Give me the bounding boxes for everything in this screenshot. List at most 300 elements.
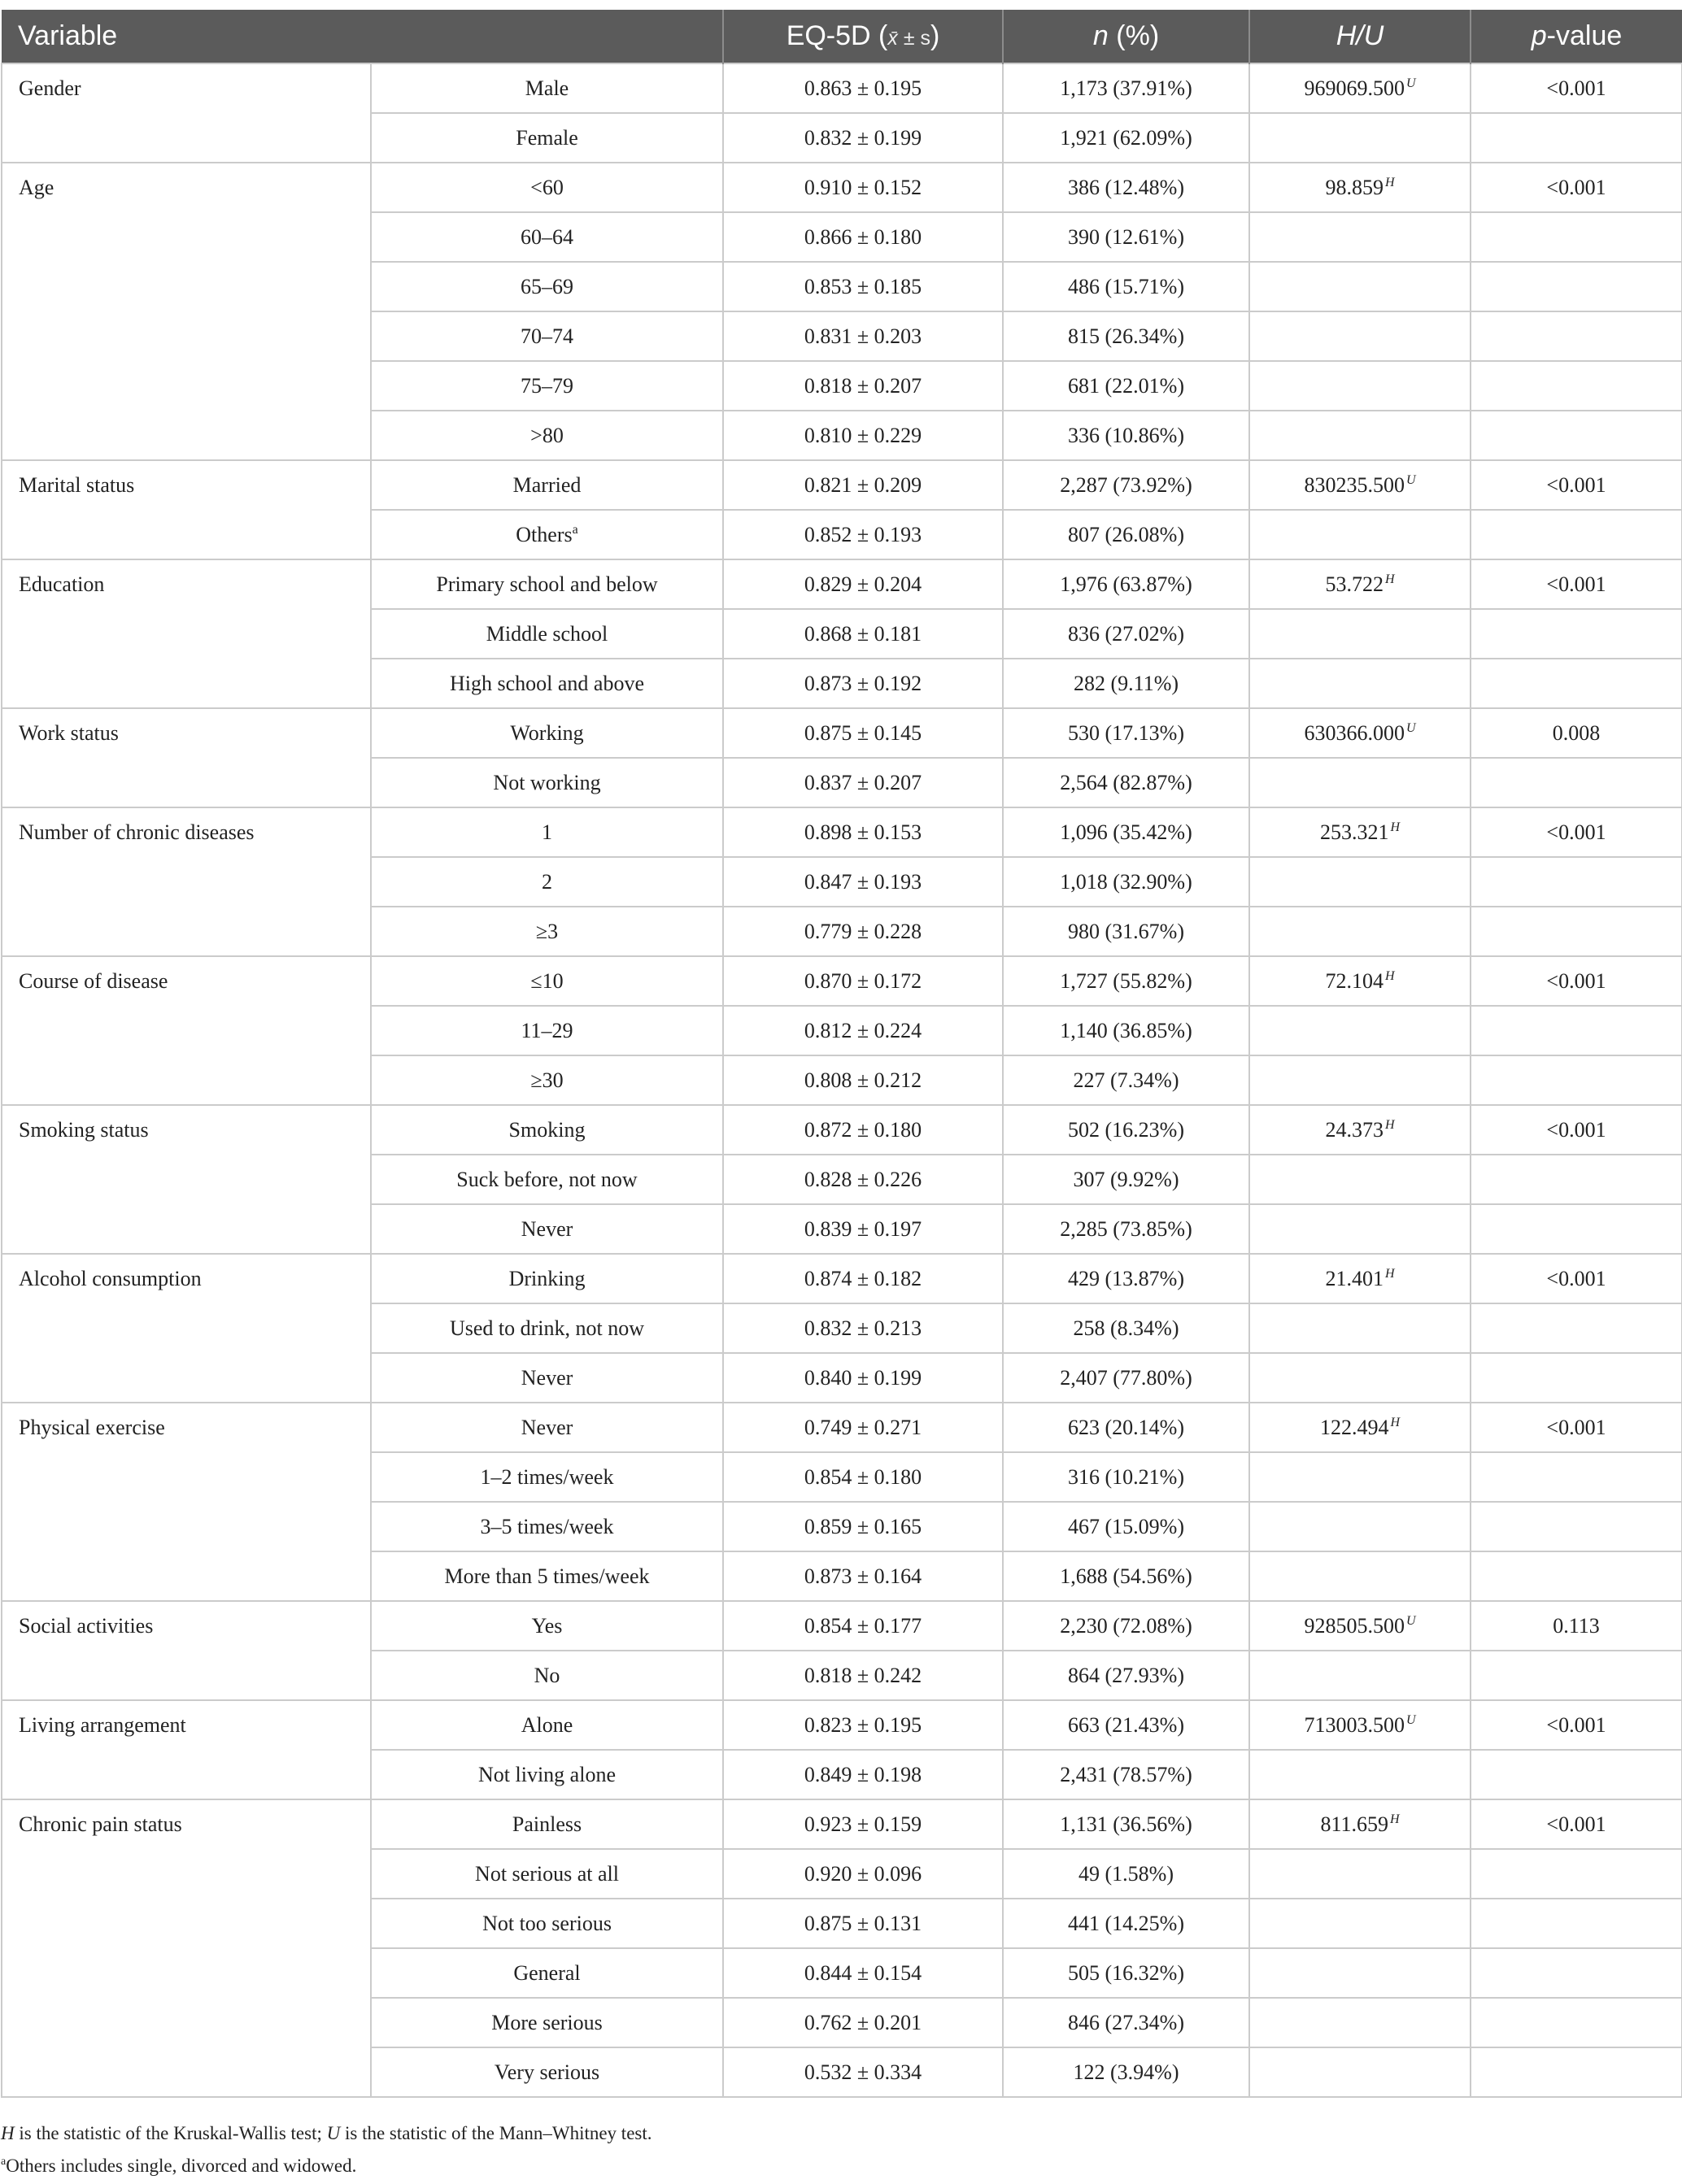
eq5d-value: 0.818 ± 0.242 — [804, 1664, 922, 1687]
n-percent-value: 980 (31.67%) — [1068, 920, 1184, 943]
eq5d-cell — [723, 609, 1003, 659]
eq5d-value: 0.920 ± 0.096 — [804, 1862, 922, 1886]
footnote-h-symbol: H — [1, 2123, 15, 2143]
p-value-cell — [1471, 758, 1682, 807]
n-percent-cell — [1003, 1998, 1249, 2047]
header-h-u — [1249, 10, 1471, 63]
eq5d-value: 0.872 ± 0.180 — [804, 1118, 922, 1142]
eq5d-value: 0.840 ± 0.199 — [804, 1366, 922, 1390]
eq5d-value: 0.532 ± 0.334 — [804, 2060, 922, 2084]
category-label: Male — [525, 76, 569, 100]
table-row — [2, 956, 1682, 1006]
category-cell — [371, 212, 723, 262]
table-row — [2, 63, 1682, 113]
statistic-type: H — [1384, 1267, 1395, 1281]
statistic-type: U — [1405, 721, 1416, 735]
category-label: Not working — [493, 771, 601, 794]
n-percent-value: 502 (16.23%) — [1068, 1118, 1184, 1142]
n-percent-cell — [1003, 2047, 1249, 2097]
eq5d-cell — [723, 956, 1003, 1006]
footnote-statistics — [1, 2117, 1676, 2150]
eq5d-cell — [723, 113, 1003, 163]
eq5d-value: 0.874 ± 0.182 — [804, 1267, 922, 1290]
eq5d-value: 0.844 ± 0.154 — [804, 1961, 922, 1985]
category-cell — [371, 2047, 723, 2097]
eq5d-cell — [723, 212, 1003, 262]
eq5d-cell — [723, 163, 1003, 212]
category-cell — [371, 559, 723, 609]
category-label: Others — [516, 523, 573, 546]
eq5d-cell — [723, 1799, 1003, 1849]
eq5d-cell — [723, 1006, 1003, 1055]
statistic-cell — [1249, 907, 1471, 956]
category-cell — [371, 1700, 723, 1750]
statistic-cell — [1249, 1452, 1471, 1502]
footnote-marker: a — [572, 523, 578, 537]
header-row — [2, 10, 1682, 63]
footnote-u-text: is the statistic of the Mann–Whitney test. — [340, 2123, 652, 2143]
p-value-cell — [1471, 1651, 1682, 1700]
n-percent-cell — [1003, 609, 1249, 659]
category-cell — [371, 857, 723, 907]
statistic-cell — [1249, 1006, 1471, 1055]
category-label: High school and above — [450, 672, 645, 695]
category-cell — [371, 1055, 723, 1105]
eq5d-cell — [723, 559, 1003, 609]
eq5d-value: 0.854 ± 0.177 — [804, 1614, 922, 1638]
header-n-symbol: n — [1092, 20, 1109, 51]
statistic-cell — [1249, 510, 1471, 559]
n-percent-value: 1,921 (62.09%) — [1060, 126, 1192, 150]
eq5d-cell — [723, 1254, 1003, 1303]
p-value-cell — [1471, 113, 1682, 163]
statistic-cell — [1249, 361, 1471, 411]
footnote-u-symbol: U — [326, 2123, 341, 2143]
n-percent-value: 227 (7.34%) — [1073, 1068, 1179, 1092]
variable-cell: Smoking status — [2, 1105, 371, 1254]
n-percent-cell — [1003, 1254, 1249, 1303]
eq5d-value: 0.749 ± 0.271 — [804, 1416, 922, 1439]
eq5d-cell — [723, 1204, 1003, 1254]
p-value-cell — [1471, 1155, 1682, 1204]
category-label: ≤10 — [530, 969, 564, 993]
eq5d-value: 0.828 ± 0.226 — [804, 1168, 922, 1191]
eq5d-cell — [723, 311, 1003, 361]
footnote-h-text: is the statistic of the Kruskal-Wallis test; — [14, 2123, 327, 2143]
n-percent-cell — [1003, 1006, 1249, 1055]
statistic-cell — [1249, 1055, 1471, 1105]
statistic-cell — [1249, 1750, 1471, 1799]
category-cell — [371, 758, 723, 807]
statistic-value: 72.104 — [1325, 969, 1384, 993]
n-percent-cell — [1003, 559, 1249, 609]
variable-cell: Marital status — [2, 460, 371, 559]
category-label: Never — [521, 1416, 573, 1439]
statistic-cell — [1249, 1105, 1471, 1155]
statistic-value: 713003.500 — [1304, 1713, 1405, 1737]
category-cell — [371, 659, 723, 708]
category-label: Smoking — [508, 1118, 586, 1142]
p-value-cell — [1471, 1105, 1682, 1155]
category-cell — [371, 460, 723, 510]
n-percent-value: 623 (20.14%) — [1068, 1416, 1184, 1439]
table-row — [2, 708, 1682, 758]
statistic-type: U — [1405, 1713, 1416, 1727]
statistic-cell — [1249, 113, 1471, 163]
statistic-cell — [1249, 1998, 1471, 2047]
table-row — [2, 1700, 1682, 1750]
variable-cell: Alcohol consumption — [2, 1254, 371, 1403]
category-label: Not serious at all — [475, 1862, 619, 1886]
category-label: Never — [521, 1366, 573, 1390]
n-percent-value: 663 (21.43%) — [1068, 1713, 1184, 1737]
eq5d-value: 0.875 ± 0.131 — [804, 1912, 922, 1935]
eq5d-value: 0.831 ± 0.203 — [804, 324, 922, 348]
category-cell — [371, 907, 723, 956]
category-label: Female — [516, 126, 578, 150]
n-percent-cell — [1003, 262, 1249, 311]
p-value-cell — [1471, 411, 1682, 460]
category-label: 11–29 — [521, 1019, 573, 1042]
statistic-cell — [1249, 807, 1471, 857]
statistic-cell — [1249, 2047, 1471, 2097]
p-value: <0.001 — [1546, 76, 1606, 100]
category-cell — [371, 1899, 723, 1948]
category-label: 75–79 — [521, 374, 573, 398]
p-value-cell — [1471, 1998, 1682, 2047]
category-cell — [371, 1303, 723, 1353]
footnote-others — [1, 2150, 1676, 2182]
category-label: <60 — [530, 176, 564, 199]
n-percent-cell — [1003, 1105, 1249, 1155]
eq5d-value: 0.847 ± 0.193 — [804, 870, 922, 894]
eq5d-cell — [723, 1551, 1003, 1601]
category-label: >80 — [530, 424, 564, 447]
statistic-value: 630366.000 — [1304, 721, 1405, 745]
p-value-cell — [1471, 1403, 1682, 1452]
statistic-cell — [1249, 708, 1471, 758]
p-value: 0.113 — [1553, 1614, 1600, 1638]
statistic-cell — [1249, 1601, 1471, 1651]
p-value-cell — [1471, 361, 1682, 411]
p-value-cell — [1471, 1849, 1682, 1899]
eq5d-value: 0.853 ± 0.185 — [804, 275, 922, 298]
category-cell — [371, 609, 723, 659]
category-label: Not living alone — [478, 1763, 616, 1786]
category-label: No — [534, 1664, 560, 1687]
n-percent-cell — [1003, 1452, 1249, 1502]
category-cell — [371, 807, 723, 857]
p-value-cell — [1471, 1799, 1682, 1849]
eq5d-cell — [723, 1750, 1003, 1799]
n-percent-value: 307 (9.92%) — [1073, 1168, 1179, 1191]
n-percent-cell — [1003, 1204, 1249, 1254]
statistic-cell — [1249, 262, 1471, 311]
n-percent-cell — [1003, 1700, 1249, 1750]
eq5d-value: 0.859 ± 0.165 — [804, 1515, 922, 1538]
category-label: Primary school and below — [436, 572, 658, 596]
category-label: Married — [512, 473, 582, 497]
eq5d-cell — [723, 708, 1003, 758]
statistic-type: H — [1384, 1118, 1395, 1132]
p-value: <0.001 — [1546, 969, 1606, 993]
p-value-cell — [1471, 212, 1682, 262]
eq5d-cell — [723, 361, 1003, 411]
n-percent-value: 1,727 (55.82%) — [1060, 969, 1192, 993]
category-cell — [371, 1551, 723, 1601]
n-percent-value: 864 (27.93%) — [1068, 1664, 1184, 1687]
category-label: 65–69 — [521, 275, 573, 298]
n-percent-cell — [1003, 113, 1249, 163]
statistic-cell — [1249, 1948, 1471, 1998]
category-cell — [371, 510, 723, 559]
statistic-cell — [1249, 311, 1471, 361]
category-label: General — [513, 1961, 581, 1985]
p-value-cell — [1471, 708, 1682, 758]
header-n-percent — [1003, 10, 1249, 63]
eq5d-cell — [723, 1452, 1003, 1502]
p-value-cell — [1471, 1254, 1682, 1303]
category-label: 1–2 times/week — [480, 1465, 614, 1489]
eq5d-value: 0.866 ± 0.180 — [804, 225, 922, 249]
statistic-cell — [1249, 1502, 1471, 1551]
table-row — [2, 1799, 1682, 1849]
n-percent-value: 505 (16.32%) — [1068, 1961, 1184, 1985]
statistic-type: U — [1405, 76, 1416, 90]
statistic-type: H — [1384, 176, 1395, 189]
table-row — [2, 807, 1682, 857]
n-percent-value: 467 (15.09%) — [1068, 1515, 1184, 1538]
table-row — [2, 1105, 1682, 1155]
p-value-cell — [1471, 63, 1682, 113]
eq5d-value: 0.868 ± 0.181 — [804, 622, 922, 646]
statistic-cell — [1249, 956, 1471, 1006]
n-percent-value: 386 (12.48%) — [1068, 176, 1184, 199]
n-percent-cell — [1003, 758, 1249, 807]
statistic-cell — [1249, 1551, 1471, 1601]
category-label: 2 — [542, 870, 552, 894]
eq5d-value: 0.870 ± 0.172 — [804, 969, 922, 993]
variable-cell: Gender — [2, 63, 371, 163]
eq5d-cell — [723, 1055, 1003, 1105]
statistic-value: 122.494 — [1319, 1416, 1389, 1439]
variable-cell: Education — [2, 559, 371, 708]
n-percent-cell — [1003, 807, 1249, 857]
p-value-cell — [1471, 1502, 1682, 1551]
n-percent-value: 316 (10.21%) — [1068, 1465, 1184, 1489]
eq5d-value: 0.832 ± 0.213 — [804, 1316, 922, 1340]
n-percent-value: 1,131 (36.56%) — [1060, 1812, 1192, 1836]
statistic-cell — [1249, 1204, 1471, 1254]
variable-cell: Chronic pain status — [2, 1799, 371, 2097]
n-percent-cell — [1003, 956, 1249, 1006]
category-cell — [371, 113, 723, 163]
statistic-cell — [1249, 460, 1471, 510]
p-value: 0.008 — [1552, 721, 1601, 745]
category-cell — [371, 163, 723, 212]
n-percent-value: 122 (3.94%) — [1073, 2060, 1179, 2084]
p-value-cell — [1471, 262, 1682, 311]
p-value-cell — [1471, 1601, 1682, 1651]
n-percent-cell — [1003, 1799, 1249, 1849]
statistic-cell — [1249, 1899, 1471, 1948]
category-cell — [371, 1750, 723, 1799]
n-percent-cell — [1003, 1601, 1249, 1651]
eq5d-cell — [723, 2047, 1003, 2097]
p-value-cell — [1471, 659, 1682, 708]
n-percent-cell — [1003, 63, 1249, 113]
category-label: Drinking — [508, 1267, 586, 1290]
eq5d-value: 0.823 ± 0.195 — [804, 1713, 922, 1737]
table-row — [2, 1403, 1682, 1452]
n-percent-value: 429 (13.87%) — [1068, 1267, 1184, 1290]
n-percent-value: 1,140 (36.85%) — [1060, 1019, 1192, 1042]
variable-cell: Physical exercise — [2, 1403, 371, 1601]
n-percent-cell — [1003, 510, 1249, 559]
p-value-cell — [1471, 857, 1682, 907]
p-value-cell — [1471, 1899, 1682, 1948]
eq5d-cell — [723, 1155, 1003, 1204]
category-cell — [371, 1601, 723, 1651]
statistic-type: U — [1405, 473, 1416, 487]
statistic-type: H — [1390, 820, 1401, 834]
n-percent-cell — [1003, 1948, 1249, 1998]
statistic-cell — [1249, 1849, 1471, 1899]
category-label: Used to drink, not now — [449, 1316, 645, 1340]
eq5d-value: 0.808 ± 0.212 — [804, 1068, 922, 1092]
header-eq5d-close: ) — [930, 20, 940, 51]
category-cell — [371, 411, 723, 460]
category-label: Middle school — [486, 622, 608, 646]
p-value-cell — [1471, 460, 1682, 510]
statistic-value: 253.321 — [1319, 820, 1389, 844]
header-eq5d-label: EQ-5D ( — [786, 20, 888, 51]
variable-cell: Course of disease — [2, 956, 371, 1105]
eq5d-value: 0.829 ± 0.204 — [804, 572, 922, 596]
category-label: Not too serious — [482, 1912, 612, 1935]
p-value-cell — [1471, 1750, 1682, 1799]
table-row — [2, 460, 1682, 510]
n-percent-value: 336 (10.86%) — [1068, 424, 1184, 447]
category-cell — [371, 1353, 723, 1403]
n-percent-value: 2,431 (78.57%) — [1060, 1763, 1192, 1786]
category-cell — [371, 1105, 723, 1155]
eq5d-value: 0.873 ± 0.192 — [804, 672, 922, 695]
n-percent-cell — [1003, 411, 1249, 460]
table-row — [2, 1254, 1682, 1303]
eq5d-cell — [723, 1998, 1003, 2047]
statistic-value: 811.659 — [1320, 1812, 1388, 1836]
category-cell — [371, 262, 723, 311]
category-label: ≥3 — [535, 920, 559, 943]
footnote-marker: a — [1, 2156, 7, 2168]
category-label: 60–64 — [521, 225, 573, 249]
statistic-type: H — [1384, 969, 1395, 983]
statistic-value: 21.401 — [1325, 1267, 1384, 1290]
category-label: 1 — [542, 820, 552, 844]
eq5d-cell — [723, 1601, 1003, 1651]
n-percent-cell — [1003, 1055, 1249, 1105]
category-cell — [371, 1651, 723, 1700]
n-percent-cell — [1003, 1750, 1249, 1799]
n-percent-cell — [1003, 1502, 1249, 1551]
p-value-cell — [1471, 907, 1682, 956]
eq5d-value: 0.863 ± 0.195 — [804, 76, 922, 100]
header-p-value-label: -value — [1546, 20, 1623, 51]
eq5d-value: 0.873 ± 0.164 — [804, 1564, 922, 1588]
eq5d-value: 0.849 ± 0.198 — [804, 1763, 922, 1786]
n-percent-value: 1,976 (63.87%) — [1060, 572, 1192, 596]
table-row — [2, 559, 1682, 609]
n-percent-cell — [1003, 1551, 1249, 1601]
eq5d-cell — [723, 63, 1003, 113]
statistic-cell — [1249, 1254, 1471, 1303]
p-value: <0.001 — [1546, 820, 1606, 844]
statistic-cell — [1249, 411, 1471, 460]
table-row — [2, 163, 1682, 212]
p-value: <0.001 — [1546, 1416, 1606, 1439]
eq5d-value: 0.852 ± 0.193 — [804, 523, 922, 546]
n-percent-cell — [1003, 1303, 1249, 1353]
n-percent-value: 1,018 (32.90%) — [1060, 870, 1192, 894]
n-percent-value: 486 (15.71%) — [1068, 275, 1184, 298]
n-percent-cell — [1003, 1849, 1249, 1899]
n-percent-cell — [1003, 212, 1249, 262]
n-percent-value: 836 (27.02%) — [1068, 622, 1184, 646]
p-value: <0.001 — [1546, 1812, 1606, 1836]
p-value: <0.001 — [1546, 473, 1606, 497]
eq5d-value: 0.812 ± 0.224 — [804, 1019, 922, 1042]
n-percent-value: 49 (1.58%) — [1078, 1862, 1174, 1886]
p-value-cell — [1471, 1700, 1682, 1750]
table-header — [2, 10, 1682, 63]
p-value: <0.001 — [1546, 1267, 1606, 1290]
n-percent-value: 441 (14.25%) — [1068, 1912, 1184, 1935]
n-percent-value: 258 (8.34%) — [1073, 1316, 1179, 1340]
statistic-type: H — [1390, 1812, 1400, 1826]
variable-cell: Age — [2, 163, 371, 460]
category-cell — [371, 1155, 723, 1204]
n-percent-value: 846 (27.34%) — [1068, 2011, 1184, 2034]
n-percent-value: 807 (26.08%) — [1068, 523, 1184, 546]
table-row — [2, 1601, 1682, 1651]
n-percent-cell — [1003, 1403, 1249, 1452]
eq5d-value: 0.923 ± 0.159 — [804, 1812, 922, 1836]
statistic-cell — [1249, 758, 1471, 807]
statistic-type: U — [1405, 1614, 1416, 1628]
p-value-cell — [1471, 559, 1682, 609]
n-percent-value: 815 (26.34%) — [1068, 324, 1184, 348]
n-percent-cell — [1003, 708, 1249, 758]
n-percent-value: 390 (12.61%) — [1068, 225, 1184, 249]
statistic-cell — [1249, 659, 1471, 708]
p-value-cell — [1471, 807, 1682, 857]
category-cell — [371, 956, 723, 1006]
eq5d-value: 0.837 ± 0.207 — [804, 771, 922, 794]
eq5d-cell — [723, 1303, 1003, 1353]
eq5d-value: 0.875 ± 0.145 — [804, 721, 922, 745]
statistic-cell — [1249, 609, 1471, 659]
table-footnotes — [1, 2117, 1676, 2182]
eq5d-cell — [723, 411, 1003, 460]
header-percent-label: (%) — [1108, 20, 1160, 51]
p-value: <0.001 — [1546, 1713, 1606, 1737]
eq5d-cell — [723, 857, 1003, 907]
eq5d-cell — [723, 1700, 1003, 1750]
header-eq5d — [723, 10, 1003, 63]
eq5d-value: 0.910 ± 0.152 — [804, 176, 922, 199]
eq5d-cell — [723, 262, 1003, 311]
